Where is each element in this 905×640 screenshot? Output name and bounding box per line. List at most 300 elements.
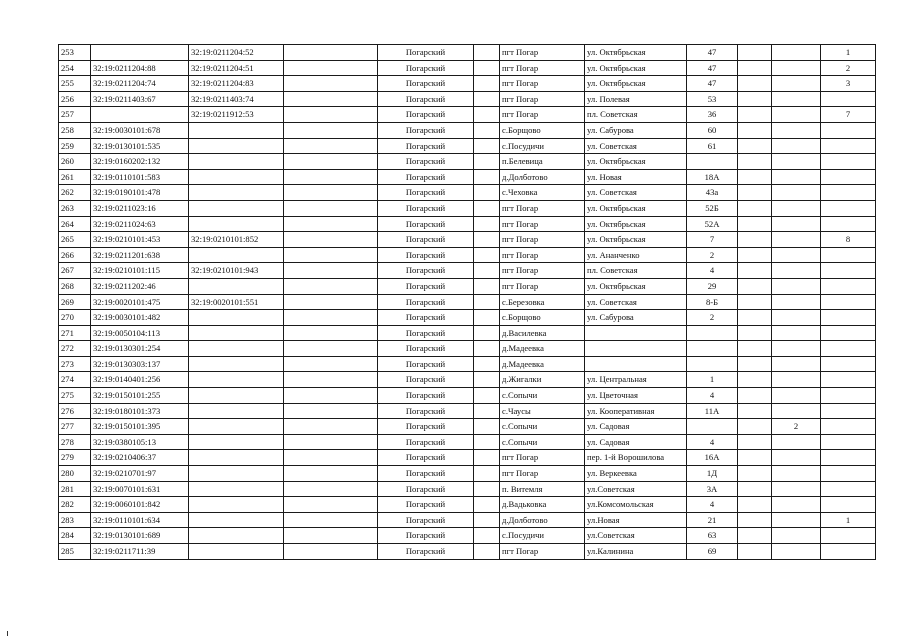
table-row	[59, 403, 876, 419]
cell-house-number: 4	[687, 263, 738, 279]
cell-street: ул.Советская	[585, 481, 687, 497]
cell-extra-1	[738, 403, 772, 419]
cell-extra-1	[738, 450, 772, 466]
cell-settlement: с.Чеховка	[500, 185, 585, 201]
cell-extra-3	[821, 325, 876, 341]
cell-house-number	[687, 154, 738, 170]
cell-cadastral-number: 32:19:0130101:535	[91, 138, 189, 154]
cell-street: ул. Советская	[585, 138, 687, 154]
cell-house-number: 4	[687, 434, 738, 450]
cell-extra-3	[821, 91, 876, 107]
cell-cadastral-number-2	[189, 419, 284, 435]
cell-extra-2	[772, 512, 821, 528]
cell-extra-2	[772, 122, 821, 138]
cell-settlement: пгт Погар	[500, 60, 585, 76]
cell-settlement: п.Белевица	[500, 154, 585, 170]
cell-street: ул. Полевая	[585, 91, 687, 107]
records-table	[58, 44, 876, 560]
cell-street: ул. Октябрьская	[585, 216, 687, 232]
cell-extra-2	[772, 481, 821, 497]
table-row	[59, 294, 876, 310]
cell-empty-column	[284, 372, 378, 388]
cell-district: Погарский	[378, 216, 474, 232]
cell-extra-3	[821, 466, 876, 482]
cell-extra-2	[772, 154, 821, 170]
table-row	[59, 45, 876, 61]
cell-extra-3	[821, 263, 876, 279]
cell-row-number: 269	[59, 294, 91, 310]
cell-extra-1	[738, 169, 772, 185]
table-row	[59, 450, 876, 466]
cell-settlement: пгт Погар	[500, 200, 585, 216]
table-row	[59, 372, 876, 388]
cell-empty-column	[284, 91, 378, 107]
cell-row-number: 266	[59, 247, 91, 263]
cell-empty-column	[284, 76, 378, 92]
cell-row-number: 254	[59, 60, 91, 76]
table-row	[59, 278, 876, 294]
cell-row-number: 274	[59, 372, 91, 388]
cell-empty-column-2	[474, 341, 500, 357]
cell-empty-column	[284, 154, 378, 170]
cell-extra-3	[821, 278, 876, 294]
cell-district: Погарский	[378, 512, 474, 528]
cell-settlement: д.Долботово	[500, 169, 585, 185]
cell-empty-column	[284, 232, 378, 248]
cell-extra-1	[738, 466, 772, 482]
cell-house-number: 29	[687, 278, 738, 294]
cell-street: ул. Центральная	[585, 372, 687, 388]
cell-empty-column-2	[474, 200, 500, 216]
cell-district: Погарский	[378, 310, 474, 326]
cell-empty-column-2	[474, 544, 500, 560]
cell-cadastral-number: 32:19:0211204:88	[91, 60, 189, 76]
cell-extra-3	[821, 247, 876, 263]
table-row	[59, 325, 876, 341]
cell-empty-column	[284, 356, 378, 372]
cell-street: ул. Садовая	[585, 434, 687, 450]
cell-district: Погарский	[378, 544, 474, 560]
cell-cadastral-number: 32:19:0150101:395	[91, 419, 189, 435]
cell-cadastral-number-2	[189, 138, 284, 154]
cell-district: Погарский	[378, 247, 474, 263]
cell-extra-2	[772, 372, 821, 388]
cell-cadastral-number-2: 32:19:0020101:551	[189, 294, 284, 310]
cell-district: Погарский	[378, 356, 474, 372]
cell-extra-2	[772, 216, 821, 232]
cell-cadastral-number: 32:19:0380105:13	[91, 434, 189, 450]
cell-row-number: 273	[59, 356, 91, 372]
cell-house-number: 21	[687, 512, 738, 528]
cell-empty-column-2	[474, 216, 500, 232]
cell-extra-2	[772, 45, 821, 61]
cell-empty-column-2	[474, 356, 500, 372]
cell-cadastral-number-2	[189, 466, 284, 482]
cell-cadastral-number-2	[189, 216, 284, 232]
cell-settlement: пгт Погар	[500, 466, 585, 482]
cell-street	[585, 341, 687, 357]
cell-cadastral-number-2: 32:19:0211403:74	[189, 91, 284, 107]
cell-district: Погарский	[378, 497, 474, 513]
cell-empty-column	[284, 497, 378, 513]
cell-row-number: 260	[59, 154, 91, 170]
cell-district: Погарский	[378, 76, 474, 92]
cell-street	[585, 356, 687, 372]
cell-house-number: 1Д	[687, 466, 738, 482]
cell-cadastral-number-2: 32:19:0210101:852	[189, 232, 284, 248]
cell-extra-2	[772, 247, 821, 263]
cell-district: Погарский	[378, 419, 474, 435]
cell-extra-1	[738, 76, 772, 92]
cell-house-number: 4	[687, 497, 738, 513]
cell-street: ул. Цветочная	[585, 388, 687, 404]
cell-house-number: 60	[687, 122, 738, 138]
cell-extra-2	[772, 544, 821, 560]
cell-extra-1	[738, 325, 772, 341]
cell-cadastral-number-2	[189, 169, 284, 185]
cell-cadastral-number: 32:19:0130303:137	[91, 356, 189, 372]
cell-cadastral-number: 32:19:0150101:255	[91, 388, 189, 404]
cell-empty-column-2	[474, 372, 500, 388]
cell-extra-2	[772, 403, 821, 419]
cell-empty-column	[284, 107, 378, 123]
cell-house-number: 36	[687, 107, 738, 123]
table-row	[59, 107, 876, 123]
table-row	[59, 76, 876, 92]
cell-extra-3	[821, 403, 876, 419]
cell-empty-column-2	[474, 450, 500, 466]
cell-extra-3	[821, 450, 876, 466]
cell-empty-column	[284, 216, 378, 232]
cell-street: ул. Октябрьская	[585, 76, 687, 92]
cell-street: ул. Советская	[585, 294, 687, 310]
cell-row-number: 275	[59, 388, 91, 404]
cell-extra-3	[821, 294, 876, 310]
cell-settlement: пгт Погар	[500, 45, 585, 61]
cell-empty-column	[284, 185, 378, 201]
cell-row-number: 283	[59, 512, 91, 528]
cell-house-number: 43а	[687, 185, 738, 201]
cell-cadastral-number: 32:19:0140401:256	[91, 372, 189, 388]
cell-cadastral-number: 32:19:0060101:842	[91, 497, 189, 513]
cell-cadastral-number-2	[189, 310, 284, 326]
cell-cadastral-number-2: 32:19:0211204:51	[189, 60, 284, 76]
cell-settlement: пгт Погар	[500, 278, 585, 294]
cell-empty-column	[284, 138, 378, 154]
cell-district: Погарский	[378, 341, 474, 357]
cell-cadastral-number-2	[189, 356, 284, 372]
cell-row-number: 272	[59, 341, 91, 357]
cell-settlement: д.Василевка	[500, 325, 585, 341]
cell-cadastral-number-2	[189, 450, 284, 466]
cell-cadastral-number: 32:19:0130301:254	[91, 341, 189, 357]
cell-row-number: 285	[59, 544, 91, 560]
cell-extra-1	[738, 60, 772, 76]
cell-extra-3: 7	[821, 107, 876, 123]
cell-district: Погарский	[378, 107, 474, 123]
cell-empty-column-2	[474, 138, 500, 154]
cell-extra-3	[821, 419, 876, 435]
cell-empty-column	[284, 122, 378, 138]
table-row	[59, 388, 876, 404]
cell-street: пл. Советская	[585, 107, 687, 123]
cell-row-number: 256	[59, 91, 91, 107]
cell-cadastral-number: 32:19:0211201:638	[91, 247, 189, 263]
cell-district: Погарский	[378, 91, 474, 107]
cell-extra-2	[772, 325, 821, 341]
cell-extra-3: 1	[821, 45, 876, 61]
cell-row-number: 270	[59, 310, 91, 326]
cell-empty-column-2	[474, 294, 500, 310]
cell-settlement: д.Долботово	[500, 512, 585, 528]
cell-empty-column	[284, 200, 378, 216]
cell-district: Погарский	[378, 528, 474, 544]
cell-cadastral-number-2	[189, 388, 284, 404]
cell-cadastral-number-2	[189, 122, 284, 138]
cell-district: Погарский	[378, 138, 474, 154]
cell-district: Погарский	[378, 434, 474, 450]
cell-extra-1	[738, 263, 772, 279]
cell-street: ул.Калинина	[585, 544, 687, 560]
cell-empty-column	[284, 45, 378, 61]
cell-row-number: 267	[59, 263, 91, 279]
cell-extra-1	[738, 419, 772, 435]
cell-row-number: 281	[59, 481, 91, 497]
cell-extra-1	[738, 497, 772, 513]
cell-extra-2: 2	[772, 419, 821, 435]
cell-extra-2	[772, 232, 821, 248]
cell-extra-3: 8	[821, 232, 876, 248]
cell-extra-3: 1	[821, 512, 876, 528]
cell-empty-column	[284, 512, 378, 528]
cell-cadastral-number: 32:19:0160202:132	[91, 154, 189, 170]
table-row	[59, 185, 876, 201]
cell-extra-1	[738, 122, 772, 138]
cell-cadastral-number-2	[189, 200, 284, 216]
table-row	[59, 481, 876, 497]
scan-mark	[7, 631, 8, 636]
cell-settlement: пгт Погар	[500, 107, 585, 123]
cell-cadastral-number: 32:19:0211403:67	[91, 91, 189, 107]
cell-street: ул. Кооперативная	[585, 403, 687, 419]
cell-street: ул.Советская	[585, 528, 687, 544]
cell-extra-2	[772, 200, 821, 216]
cell-extra-2	[772, 388, 821, 404]
cell-empty-column	[284, 403, 378, 419]
cell-settlement: пгт Погар	[500, 91, 585, 107]
table-row	[59, 434, 876, 450]
cell-cadastral-number-2	[189, 434, 284, 450]
cell-extra-2	[772, 278, 821, 294]
table-row	[59, 232, 876, 248]
cell-empty-column	[284, 528, 378, 544]
cell-extra-2	[772, 434, 821, 450]
cell-extra-3	[821, 481, 876, 497]
cell-house-number: 7	[687, 232, 738, 248]
cell-extra-2	[772, 466, 821, 482]
cell-cadastral-number: 32:19:0030101:482	[91, 310, 189, 326]
cell-cadastral-number-2	[189, 185, 284, 201]
cell-street: ул. Октябрьская	[585, 45, 687, 61]
cell-extra-1	[738, 372, 772, 388]
cell-empty-column	[284, 325, 378, 341]
cell-house-number: 8-Б	[687, 294, 738, 310]
cell-empty-column	[284, 310, 378, 326]
cell-extra-2	[772, 169, 821, 185]
cell-cadastral-number-2	[189, 278, 284, 294]
cell-district: Погарский	[378, 263, 474, 279]
cell-street: ул. Октябрьская	[585, 232, 687, 248]
cell-cadastral-number: 32:19:0210701:97	[91, 466, 189, 482]
cell-extra-2	[772, 341, 821, 357]
cell-extra-3: 2	[821, 60, 876, 76]
cell-settlement: пгт Погар	[500, 263, 585, 279]
cell-cadastral-number-2	[189, 528, 284, 544]
cell-row-number: 261	[59, 169, 91, 185]
cell-row-number: 277	[59, 419, 91, 435]
cell-empty-column	[284, 450, 378, 466]
cell-empty-column	[284, 294, 378, 310]
table-row	[59, 512, 876, 528]
cell-empty-column-2	[474, 310, 500, 326]
cell-extra-1	[738, 200, 772, 216]
cell-district: Погарский	[378, 466, 474, 482]
cell-empty-column-2	[474, 481, 500, 497]
cell-row-number: 282	[59, 497, 91, 513]
cell-cadastral-number: 32:19:0180101:373	[91, 403, 189, 419]
cell-settlement: д.Мадеевка	[500, 356, 585, 372]
cell-house-number: 69	[687, 544, 738, 560]
cell-street: пер. 1-й Ворошилова	[585, 450, 687, 466]
cell-cadastral-number-2: 32:19:0211204:83	[189, 76, 284, 92]
cell-house-number	[687, 325, 738, 341]
cell-row-number: 276	[59, 403, 91, 419]
cell-cadastral-number	[91, 107, 189, 123]
cell-cadastral-number-2	[189, 497, 284, 513]
cell-extra-1	[738, 310, 772, 326]
cell-extra-3	[821, 434, 876, 450]
cell-extra-1	[738, 107, 772, 123]
cell-street: ул. Веркеевка	[585, 466, 687, 482]
cell-extra-1	[738, 154, 772, 170]
cell-district: Погарский	[378, 403, 474, 419]
table-row	[59, 356, 876, 372]
cell-row-number: 259	[59, 138, 91, 154]
table-row	[59, 544, 876, 560]
cell-district: Погарский	[378, 325, 474, 341]
cell-house-number: 3А	[687, 481, 738, 497]
cell-empty-column	[284, 60, 378, 76]
cell-empty-column-2	[474, 403, 500, 419]
cell-house-number: 18А	[687, 169, 738, 185]
cell-house-number: 1	[687, 372, 738, 388]
cell-extra-2	[772, 91, 821, 107]
cell-extra-1	[738, 278, 772, 294]
cell-empty-column-2	[474, 419, 500, 435]
table-row	[59, 122, 876, 138]
cell-district: Погарский	[378, 60, 474, 76]
table-row	[59, 497, 876, 513]
cell-settlement: с.Борщово	[500, 122, 585, 138]
cell-row-number: 268	[59, 278, 91, 294]
cell-extra-3	[821, 138, 876, 154]
cell-extra-2	[772, 263, 821, 279]
cell-street: ул. Советская	[585, 185, 687, 201]
cell-extra-3	[821, 216, 876, 232]
cell-cadastral-number-2	[189, 403, 284, 419]
cell-extra-3	[821, 372, 876, 388]
cell-cadastral-number: 32:19:0110101:583	[91, 169, 189, 185]
cell-row-number: 280	[59, 466, 91, 482]
cell-house-number	[687, 341, 738, 357]
cell-house-number: 52Б	[687, 200, 738, 216]
cell-empty-column	[284, 278, 378, 294]
table-row	[59, 200, 876, 216]
cell-cadastral-number-2	[189, 481, 284, 497]
table-row	[59, 419, 876, 435]
cell-extra-2	[772, 76, 821, 92]
table-row	[59, 528, 876, 544]
table-row	[59, 169, 876, 185]
cell-extra-1	[738, 294, 772, 310]
cell-row-number: 253	[59, 45, 91, 61]
cell-cadastral-number-2: 32:19:0210101:943	[189, 263, 284, 279]
cell-cadastral-number: 32:19:0050104:113	[91, 325, 189, 341]
cell-district: Погарский	[378, 185, 474, 201]
table-row	[59, 263, 876, 279]
cell-district: Погарский	[378, 450, 474, 466]
cell-empty-column	[284, 388, 378, 404]
table-row	[59, 247, 876, 263]
cell-cadastral-number: 32:19:0030101:678	[91, 122, 189, 138]
cell-extra-2	[772, 356, 821, 372]
cell-empty-column	[284, 247, 378, 263]
cell-cadastral-number-2	[189, 544, 284, 560]
cell-row-number: 271	[59, 325, 91, 341]
cell-cadastral-number: 32:19:0210406:37	[91, 450, 189, 466]
cell-extra-3	[821, 341, 876, 357]
cell-cadastral-number: 32:19:0211024:63	[91, 216, 189, 232]
cell-house-number: 11А	[687, 403, 738, 419]
cell-empty-column-2	[474, 466, 500, 482]
cell-extra-3	[821, 154, 876, 170]
cell-extra-1	[738, 216, 772, 232]
cell-extra-3	[821, 185, 876, 201]
cell-house-number: 47	[687, 45, 738, 61]
cell-settlement: с.Сопычи	[500, 388, 585, 404]
cell-empty-column	[284, 169, 378, 185]
cell-settlement: с.Посудичи	[500, 138, 585, 154]
cell-street: ул. Сабурова	[585, 310, 687, 326]
cell-empty-column-2	[474, 278, 500, 294]
cell-settlement: пгт Погар	[500, 544, 585, 560]
cell-cadastral-number-2	[189, 325, 284, 341]
table-row	[59, 310, 876, 326]
cell-empty-column	[284, 341, 378, 357]
cell-extra-3	[821, 200, 876, 216]
cell-settlement: пгт Погар	[500, 216, 585, 232]
cell-row-number: 258	[59, 122, 91, 138]
cell-house-number: 2	[687, 247, 738, 263]
cell-cadastral-number: 32:19:0211023:16	[91, 200, 189, 216]
cell-extra-2	[772, 310, 821, 326]
cell-cadastral-number: 32:19:0190101:478	[91, 185, 189, 201]
table-body	[59, 45, 876, 560]
table-row	[59, 154, 876, 170]
cell-district: Погарский	[378, 232, 474, 248]
cell-empty-column-2	[474, 45, 500, 61]
cell-settlement: пгт Погар	[500, 232, 585, 248]
